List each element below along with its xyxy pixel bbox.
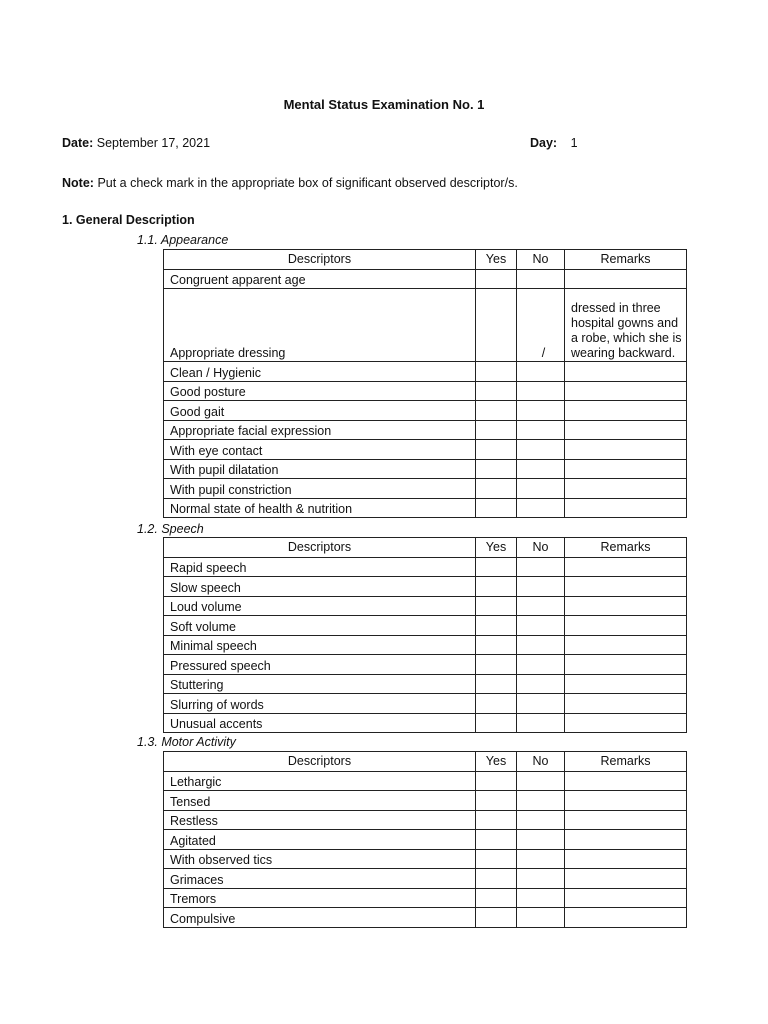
descriptor-cell: Slurring of words xyxy=(164,694,476,714)
yes-checkbox-cell[interactable] xyxy=(476,289,517,362)
no-checkbox-cell[interactable] xyxy=(517,596,565,616)
remarks-cell[interactable] xyxy=(565,420,687,440)
yes-checkbox-cell[interactable] xyxy=(476,616,517,636)
yes-checkbox-cell[interactable] xyxy=(476,498,517,518)
descriptor-cell: With pupil dilatation xyxy=(164,459,476,479)
appearance-table xyxy=(163,249,687,518)
no-checkbox-cell[interactable] xyxy=(517,888,565,908)
no-checkbox-cell[interactable] xyxy=(517,674,565,694)
descriptors-header: Descriptors xyxy=(164,752,476,772)
no-checkbox-cell[interactable] xyxy=(517,440,565,460)
descriptor-cell: Loud volume xyxy=(164,596,476,616)
remarks-cell[interactable] xyxy=(565,401,687,421)
motor-table xyxy=(163,751,687,928)
table-row xyxy=(164,771,687,791)
table-row xyxy=(164,362,687,382)
table-row xyxy=(164,674,687,694)
yes-checkbox-cell[interactable] xyxy=(476,908,517,928)
table-row xyxy=(164,635,687,655)
table-row xyxy=(164,498,687,518)
note-text: Put a check mark in the appropriate box of significant observed descriptor/s. xyxy=(97,176,518,190)
remarks-cell[interactable] xyxy=(565,616,687,636)
no-checkbox-cell[interactable] xyxy=(517,694,565,714)
yes-checkbox-cell[interactable] xyxy=(476,674,517,694)
yes-checkbox-cell[interactable] xyxy=(476,810,517,830)
descriptor-cell: Pressured speech xyxy=(164,655,476,675)
no-checkbox-cell[interactable] xyxy=(517,616,565,636)
remarks-cell[interactable] xyxy=(565,830,687,850)
descriptor-cell: Minimal speech xyxy=(164,635,476,655)
table-row xyxy=(164,381,687,401)
remarks-cell[interactable] xyxy=(565,381,687,401)
yes-checkbox-cell[interactable] xyxy=(476,655,517,675)
yes-checkbox-cell[interactable] xyxy=(476,362,517,382)
table-row xyxy=(164,810,687,830)
descriptor-cell: Grimaces xyxy=(164,869,476,889)
descriptor-cell: Compulsive xyxy=(164,908,476,928)
descriptors-header: Descriptors xyxy=(164,250,476,270)
no-checkbox-cell[interactable] xyxy=(517,713,565,733)
table-row xyxy=(164,459,687,479)
yes-checkbox-cell[interactable] xyxy=(476,635,517,655)
yes-checkbox-cell[interactable] xyxy=(476,401,517,421)
no-checkbox-cell[interactable] xyxy=(517,810,565,830)
note-line xyxy=(62,176,518,190)
descriptor-cell: Lethargic xyxy=(164,771,476,791)
no-checkbox-cell[interactable] xyxy=(517,908,565,928)
remarks-cell[interactable] xyxy=(565,362,687,382)
remarks-header: Remarks xyxy=(565,538,687,558)
date-line xyxy=(62,136,210,150)
table-header-row xyxy=(164,250,687,270)
no-checkbox-cell[interactable] xyxy=(517,401,565,421)
yes-checkbox-cell[interactable] xyxy=(476,791,517,811)
remarks-cell[interactable] xyxy=(565,577,687,597)
descriptor-cell: Appropriate facial expression xyxy=(164,420,476,440)
table-row xyxy=(164,869,687,889)
yes-header: Yes xyxy=(476,250,517,270)
remarks-cell[interactable] xyxy=(565,694,687,714)
no-header: No xyxy=(517,250,565,270)
no-checkbox-cell[interactable] xyxy=(517,459,565,479)
table-row xyxy=(164,479,687,499)
descriptor-cell: Congruent apparent age xyxy=(164,269,476,289)
table-row xyxy=(164,830,687,850)
note-label: Note: xyxy=(62,176,94,190)
table-row xyxy=(164,440,687,460)
day-line xyxy=(530,136,578,150)
remarks-cell[interactable] xyxy=(565,869,687,889)
descriptor-cell: Good gait xyxy=(164,401,476,421)
table-row xyxy=(164,694,687,714)
remarks-cell[interactable] xyxy=(565,674,687,694)
no-checkbox-cell[interactable] xyxy=(517,635,565,655)
no-checkbox-cell[interactable]: / xyxy=(517,289,565,362)
section-heading: 1. General Description xyxy=(62,213,195,227)
no-checkbox-cell[interactable] xyxy=(517,791,565,811)
day-value: 1 xyxy=(570,136,578,150)
table-row xyxy=(164,888,687,908)
page-title: Mental Status Examination No. 1 xyxy=(283,97,485,112)
table-row xyxy=(164,289,687,362)
yes-checkbox-cell[interactable] xyxy=(476,577,517,597)
descriptor-cell: Soft volume xyxy=(164,616,476,636)
remarks-cell[interactable] xyxy=(565,596,687,616)
remarks-cell[interactable] xyxy=(565,557,687,577)
table-row xyxy=(164,577,687,597)
descriptor-cell: Tremors xyxy=(164,888,476,908)
remarks-cell[interactable] xyxy=(565,269,687,289)
speech-heading: 1.2. Speech xyxy=(137,522,204,536)
remarks-cell[interactable]: dressed in three hospital gowns and a robe, which she is wearing backward. xyxy=(565,289,687,362)
descriptor-cell: Clean / Hygienic xyxy=(164,362,476,382)
table-row xyxy=(164,596,687,616)
no-checkbox-cell[interactable] xyxy=(517,381,565,401)
descriptor-cell: Slow speech xyxy=(164,577,476,597)
remarks-header: Remarks xyxy=(565,752,687,772)
remarks-cell[interactable] xyxy=(565,635,687,655)
table-row xyxy=(164,420,687,440)
yes-checkbox-cell[interactable] xyxy=(476,849,517,869)
table-row xyxy=(164,616,687,636)
no-checkbox-cell[interactable] xyxy=(517,269,565,289)
speech-table xyxy=(163,537,687,733)
descriptor-cell: Agitated xyxy=(164,830,476,850)
yes-checkbox-cell[interactable] xyxy=(476,459,517,479)
yes-checkbox-cell[interactable] xyxy=(476,888,517,908)
motor-heading: 1.3. Motor Activity xyxy=(137,735,236,749)
yes-checkbox-cell[interactable] xyxy=(476,694,517,714)
remarks-cell[interactable] xyxy=(565,791,687,811)
yes-checkbox-cell[interactable] xyxy=(476,830,517,850)
day-label: Day: xyxy=(530,136,558,150)
no-checkbox-cell[interactable] xyxy=(517,655,565,675)
yes-checkbox-cell[interactable] xyxy=(476,713,517,733)
yes-checkbox-cell[interactable] xyxy=(476,420,517,440)
table-row xyxy=(164,791,687,811)
descriptor-cell: Rapid speech xyxy=(164,557,476,577)
table-row xyxy=(164,849,687,869)
descriptors-header: Descriptors xyxy=(164,538,476,558)
no-header: No xyxy=(517,752,565,772)
no-checkbox-cell[interactable] xyxy=(517,362,565,382)
no-header: No xyxy=(517,538,565,558)
remarks-cell[interactable] xyxy=(565,888,687,908)
descriptor-cell: Normal state of health & nutrition xyxy=(164,498,476,518)
yes-checkbox-cell[interactable] xyxy=(476,269,517,289)
descriptor-cell: Stuttering xyxy=(164,674,476,694)
remarks-cell[interactable] xyxy=(565,440,687,460)
descriptor-cell: With eye contact xyxy=(164,440,476,460)
remarks-cell[interactable] xyxy=(565,771,687,791)
no-checkbox-cell[interactable] xyxy=(517,557,565,577)
no-checkbox-cell[interactable] xyxy=(517,420,565,440)
descriptor-cell: With pupil constriction xyxy=(164,479,476,499)
table-header-row xyxy=(164,538,687,558)
remarks-header: Remarks xyxy=(565,250,687,270)
no-checkbox-cell[interactable] xyxy=(517,771,565,791)
table-row xyxy=(164,713,687,733)
no-checkbox-cell[interactable] xyxy=(517,479,565,499)
descriptor-cell: Unusual accents xyxy=(164,713,476,733)
yes-checkbox-cell[interactable] xyxy=(476,557,517,577)
remarks-cell[interactable] xyxy=(565,479,687,499)
remarks-cell[interactable] xyxy=(565,459,687,479)
descriptor-cell: Good posture xyxy=(164,381,476,401)
appearance-heading: 1.1. Appearance xyxy=(137,233,229,247)
remarks-cell[interactable] xyxy=(565,713,687,733)
yes-checkbox-cell[interactable] xyxy=(476,771,517,791)
no-checkbox-cell[interactable] xyxy=(517,869,565,889)
descriptor-cell: Appropriate dressing xyxy=(164,289,476,362)
no-checkbox-cell[interactable] xyxy=(517,498,565,518)
yes-header: Yes xyxy=(476,752,517,772)
table-row xyxy=(164,908,687,928)
remarks-cell[interactable] xyxy=(565,655,687,675)
yes-checkbox-cell[interactable] xyxy=(476,596,517,616)
descriptor-cell: With observed tics xyxy=(164,849,476,869)
no-checkbox-cell[interactable] xyxy=(517,830,565,850)
remarks-cell[interactable] xyxy=(565,908,687,928)
yes-checkbox-cell[interactable] xyxy=(476,440,517,460)
yes-header: Yes xyxy=(476,538,517,558)
descriptor-cell: Tensed xyxy=(164,791,476,811)
no-checkbox-cell[interactable] xyxy=(517,849,565,869)
yes-checkbox-cell[interactable] xyxy=(476,869,517,889)
yes-checkbox-cell[interactable] xyxy=(476,479,517,499)
descriptor-cell: Restless xyxy=(164,810,476,830)
remarks-cell[interactable] xyxy=(565,849,687,869)
table-row xyxy=(164,401,687,421)
table-row xyxy=(164,557,687,577)
date-label: Date: xyxy=(62,136,94,150)
yes-checkbox-cell[interactable] xyxy=(476,381,517,401)
remarks-cell[interactable] xyxy=(565,810,687,830)
table-row xyxy=(164,269,687,289)
remarks-cell[interactable] xyxy=(565,498,687,518)
table-header-row xyxy=(164,752,687,772)
table-row xyxy=(164,655,687,675)
no-checkbox-cell[interactable] xyxy=(517,577,565,597)
date-value: September 17, 2021 xyxy=(96,136,211,150)
